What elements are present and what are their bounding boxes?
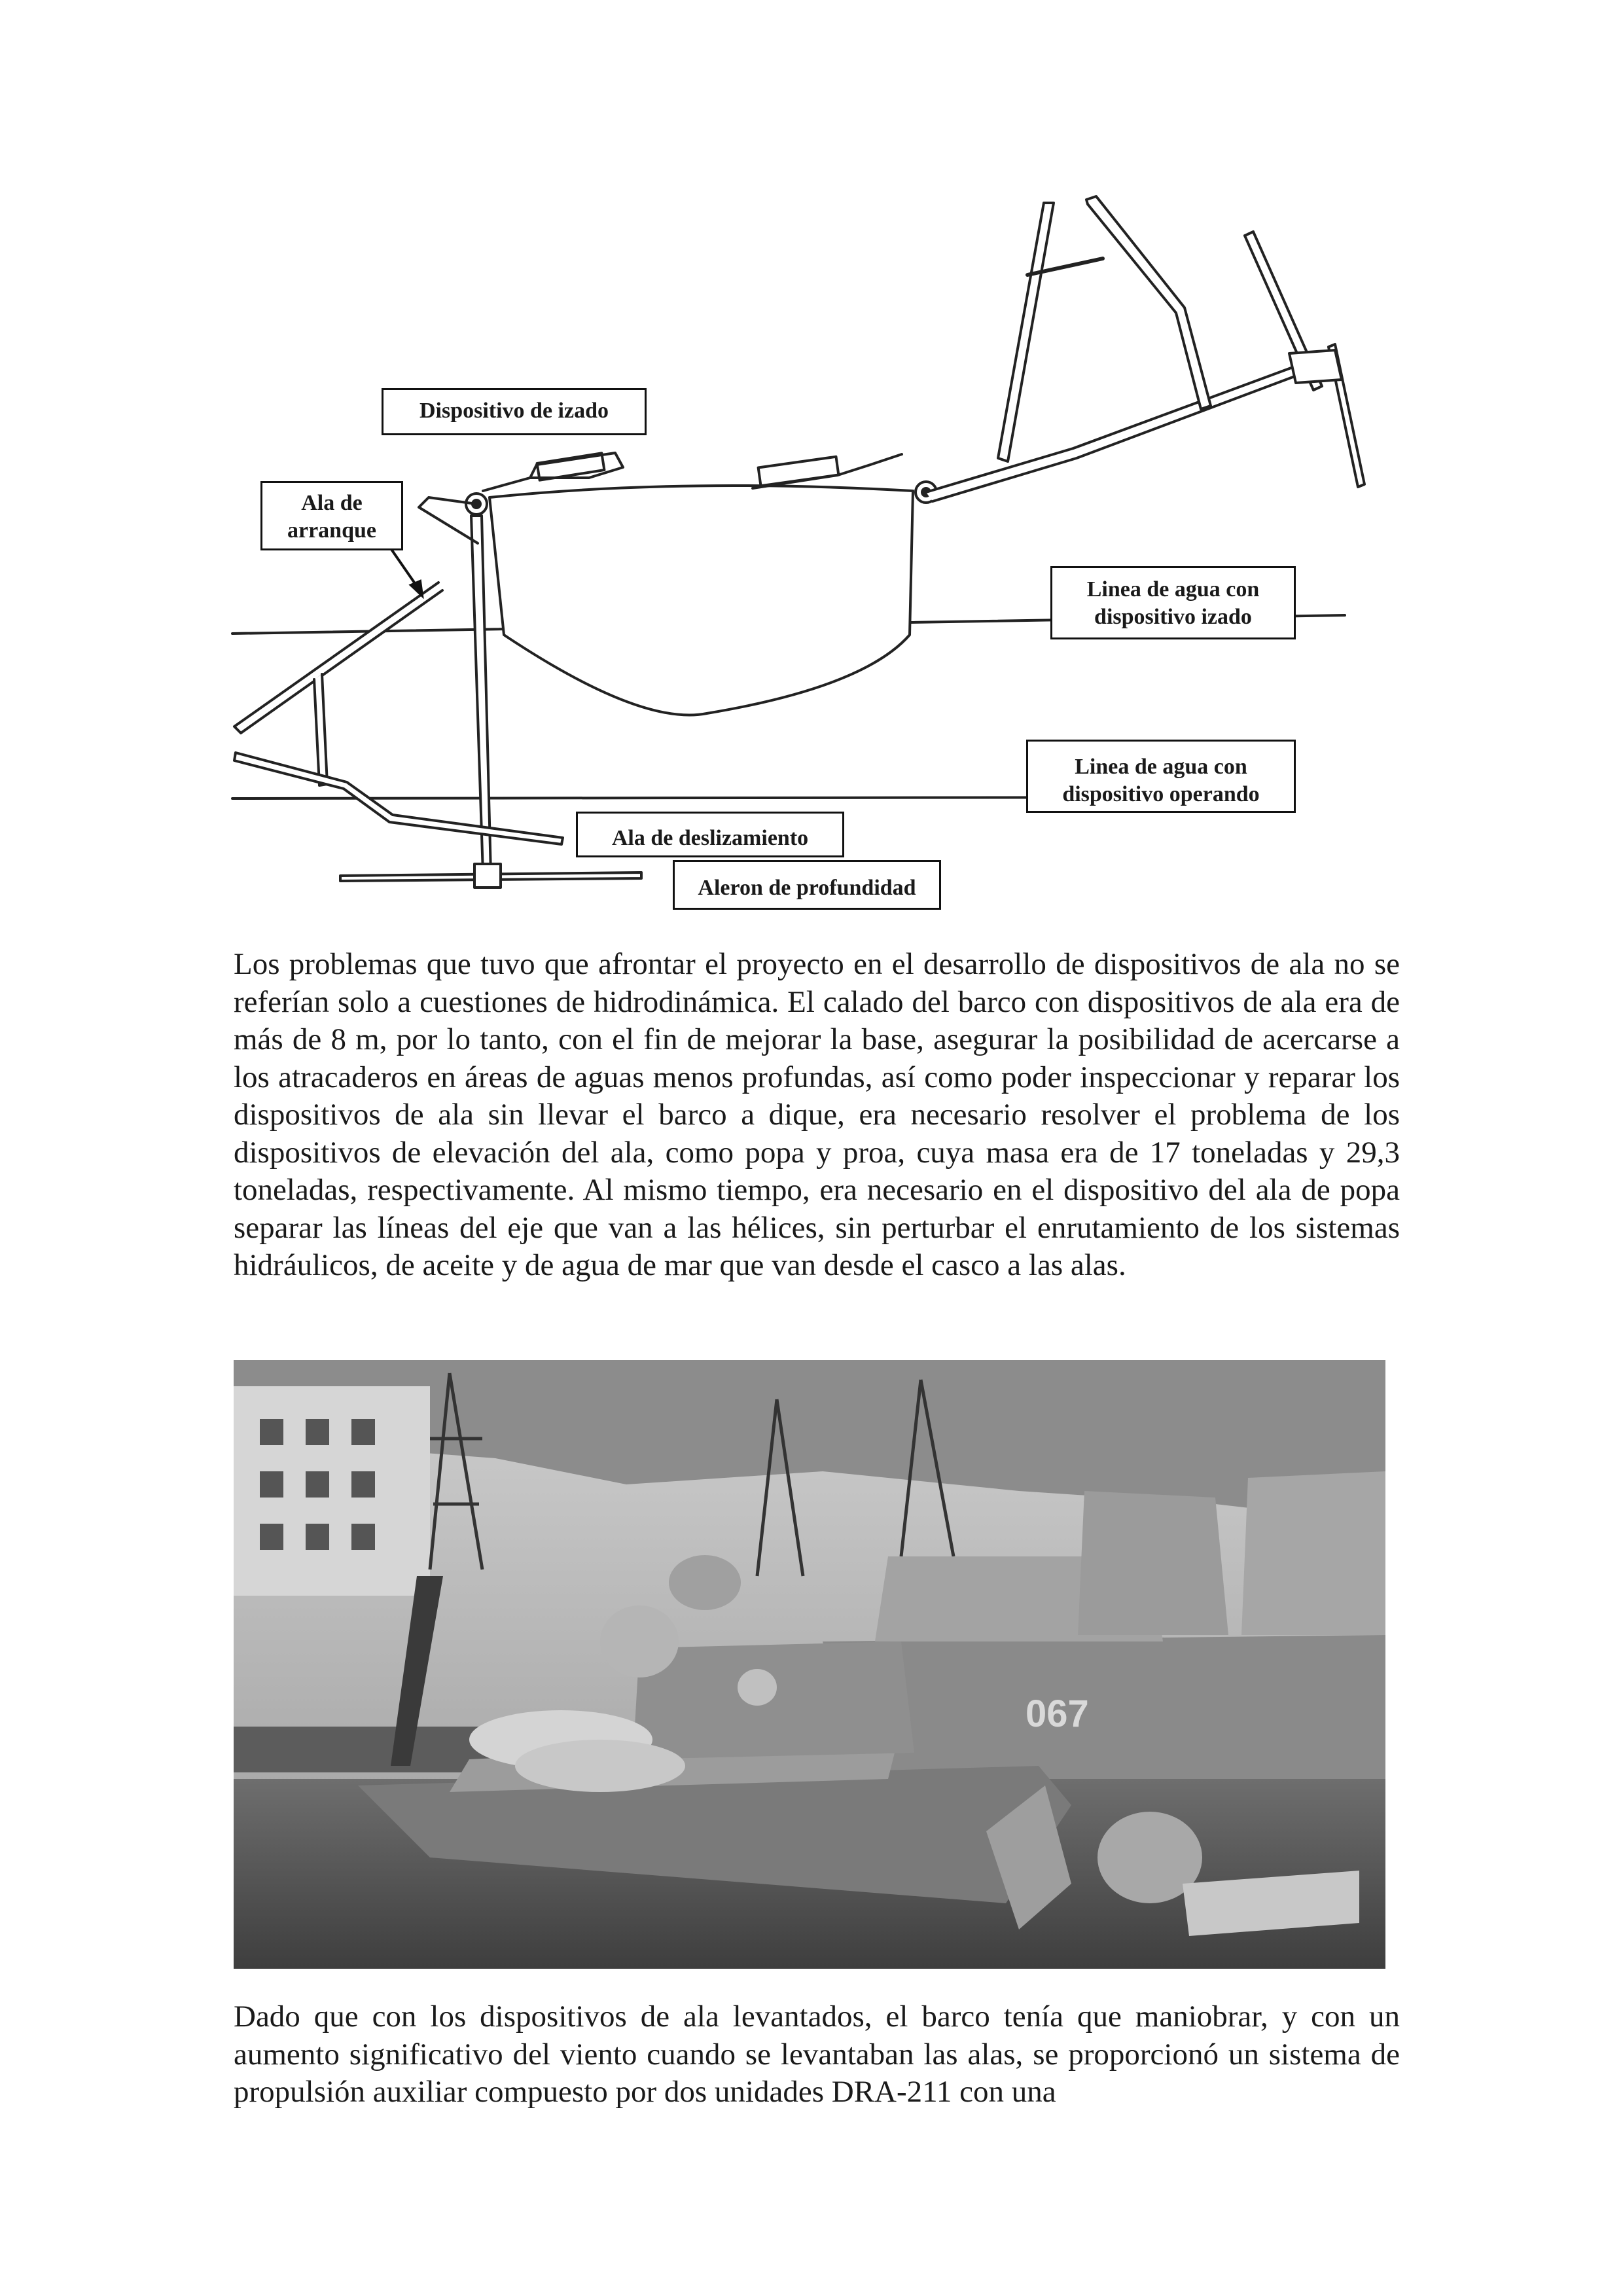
body-paragraph-1: Los problemas que tuvo que afrontar el proyecto en el desarrollo de dispositivos de ala no se referían solo a cuestiones de hidrodinámica. El calado del barco con dispositivos de ala era de más de 8 m, por lo tanto, con el fin de mejorar la base, asegurar la posibilidad de acercarse a los atracaderos en áreas de aguas menos profundas, así como poder inspeccionar y reparar los dispositivos de ala sin llevar el barco a dique, era necesario resolver el problema de los dispositivos de elevación del ala, como popa y proa, cuya masa era de 17 toneladas y 29,3 toneladas, respectivamente. Al mismo tiempo, era necesario en el dispositivo del ala de popa separar las líneas del eje que van a las hélices, sin perturbar el enrutamiento de los sistemas hidráulicos, de aceite y de agua de mar que van desde el casco a las alas.	[234, 947, 1400, 1282]
takeoff-wing	[234, 583, 442, 733]
fwd-strut	[471, 516, 491, 874]
aft-strut-arm	[926, 361, 1312, 501]
superstructure	[633, 1641, 914, 1759]
hull-outline	[490, 486, 913, 715]
body-paragraph-2: Dado que con los dispositivos de ala levantados, el barco tenía que maniobrar, y con un aumento significativo del viento cuando se levantaban las alas, se proporcionó un sistema de propulsión auxiliar compuesto por dos unidades DRA-211 con una	[234, 2000, 1400, 2109]
hydrofoil-lifting-diagram	[223, 190, 1414, 923]
label-hoisting-device: Dispositivo de izado	[382, 388, 647, 435]
label-gliding-wing: Ala de deslizamiento	[576, 812, 844, 857]
aft-strut-forward	[998, 203, 1054, 461]
label-waterline-hoisted: Linea de agua con dispositivo izado	[1050, 566, 1296, 639]
label-waterline-operating: Linea de agua con dispositivo operando	[1026, 740, 1296, 813]
label-depth-aileron: Aleron de profundidad	[673, 860, 941, 910]
hydrofoil-ship-photo	[234, 1360, 1385, 1969]
label-takeoff-wing: Ala de arranque	[260, 481, 403, 550]
photo-illustration	[234, 1360, 1385, 1969]
hull-number: 067	[1026, 1693, 1089, 1735]
aft-strut-rear	[1086, 196, 1211, 409]
